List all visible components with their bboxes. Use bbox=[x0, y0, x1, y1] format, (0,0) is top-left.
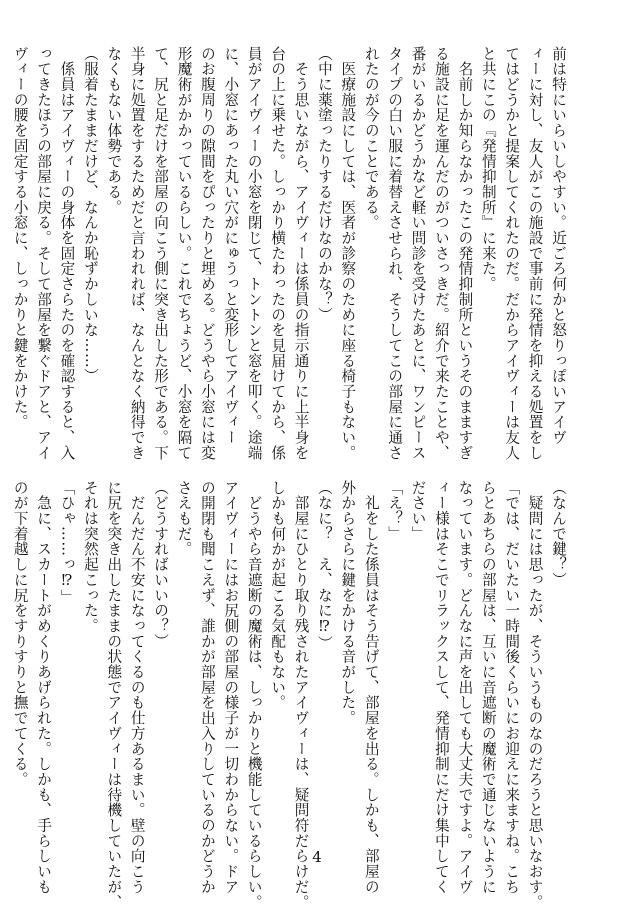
text-line: 礼をした係員はそう告げて、部屋を出る。しかも、部屋の bbox=[362, 480, 380, 895]
text-line: 係員はアイヴィーの身体を固定さらたのを確認すると、入 bbox=[58, 46, 76, 461]
text-line: さえもだ。 bbox=[175, 480, 193, 557]
text-line: （なに？ え、なに⁉） bbox=[315, 480, 333, 652]
text-line: 半身に処置をするためだと言われれば、なんとなく納得でき bbox=[128, 46, 146, 461]
text-line: なっています。どんなに声を出しても大丈夫ですよ。アイヴ bbox=[456, 480, 474, 895]
text-line: 番がいるかどうかなど軽い問診を受けたあとに、ワンピース bbox=[409, 46, 427, 461]
text-line: に、小窓にあった丸い穴がにゅうっと変形してアイヴィー bbox=[222, 46, 240, 446]
lower-text-column bbox=[11, 480, 570, 910]
text-line: れたのが今のことである。 bbox=[362, 46, 380, 231]
text-line: だんだん不安になってくるのも仕方あるまい。壁の向こう bbox=[128, 480, 146, 895]
text-line: しかも何かが起こる気配もない。 bbox=[269, 480, 287, 711]
text-line: タイプの白い服に着替えさせられ、そうしてこの部屋に通さ bbox=[386, 46, 404, 461]
text-line: ィー様はそこでリラックスして、発情抑制にだけ集中してく bbox=[432, 480, 450, 895]
text-line: 「では、だいたい一時間後くらいにお迎えに来ますね。こち bbox=[503, 480, 521, 895]
text-line: 疑問には思ったが、そういうものなのだろうと思いなおす。 bbox=[526, 480, 544, 910]
text-line: 急に、スカートがめくりあげられた。しかも、手らしいも bbox=[35, 480, 53, 895]
text-line: 「ひゃ……っ⁉」 bbox=[58, 480, 76, 606]
text-line: 名前しか知らなかったこの発情抑制所というそのまますぎ bbox=[456, 46, 474, 461]
text-line: （服着たままだけど、なんか恥ずかしいな……） bbox=[81, 46, 99, 384]
text-line: 前は特にいらいしやすい。近ごろ何かと怒りっぽいアイヴ bbox=[550, 46, 567, 446]
text-line: ださい」 bbox=[409, 480, 427, 542]
text-line: （どうすればいいの？） bbox=[152, 480, 170, 649]
text-line: 「え？」 bbox=[386, 480, 404, 542]
text-line: 形魔術がかかっているらしい。これでちょうど、小窓を隔て bbox=[175, 46, 193, 461]
text-line: てはどうかと提案してくれたのだ。だからアイヴィーは友人 bbox=[503, 46, 521, 461]
text-line: 部屋にひとり取り残されたアイヴィーは、疑問符だらけだ。 bbox=[292, 480, 310, 910]
text-line: と共にこの『発情抑制所』に来た。 bbox=[479, 46, 497, 292]
text-line: ィーに対し、友人がこの施設で事前に発情を抑える処置をし bbox=[526, 46, 544, 461]
text-line: 外からさらに鍵をかける音がした。 bbox=[339, 480, 357, 726]
page-number: 4 bbox=[312, 848, 322, 866]
text-line: 員がアイヴィーの小窓を閉じて、トントンと窓を叩く。途端 bbox=[245, 46, 263, 461]
text-line: そう思いながら、アイヴィーは係員の指示通りに上半身を bbox=[292, 46, 310, 461]
text-line: どうやら音遮断の魔術は、しっかりと機能しているらしい。 bbox=[245, 480, 263, 910]
text-line: る施設に足を運んだのがついさっきだ。紹介で来たことや、 bbox=[432, 46, 450, 461]
upper-text-column bbox=[11, 46, 570, 461]
text-line: （なんで鍵？） bbox=[550, 480, 567, 588]
text-line: （中に薬塗ったりするだけなのかな？） bbox=[315, 46, 333, 323]
text-line: それは突然起こった。 bbox=[81, 480, 99, 634]
text-line: ってきたほうの部屋に戻る。そして部屋を繋ぐドアと、アイ bbox=[35, 46, 53, 461]
text-line: の開閉も聞こえず、誰かが部屋を出入りしているのかどうか bbox=[198, 480, 216, 895]
text-line: なくもない体勢である。 bbox=[105, 46, 123, 215]
text-line: のが下着越しに尻をすりすりと撫でてくる。 bbox=[11, 480, 29, 787]
text-line: 台の上に乗せた。しっかり横たわったのを見届けてから、係 bbox=[269, 46, 287, 461]
text-line: 医療施設にしては、医者が診察のために座る椅子もない。 bbox=[339, 46, 357, 461]
text-line: に尻を突き出したままの状態でアイヴィーは待機していたが、 bbox=[105, 480, 123, 910]
text-line: らとあちらの部屋は、互いに音遮断の魔術で通じないように bbox=[479, 480, 497, 895]
text-line: アイヴィーにはお尻側の部屋の様子が一切わからない。ドア bbox=[222, 480, 240, 895]
text-line: ヴィーの腰を固定する小窓に、しっかりと鍵をかけた。 bbox=[11, 46, 29, 430]
text-line: のお腹周りの隙間をぴったりと埋める。どうやら小窓には変 bbox=[198, 46, 216, 461]
text-line: て、尻と足だけを部屋の向こう側に突き出した形である。下 bbox=[152, 46, 170, 461]
